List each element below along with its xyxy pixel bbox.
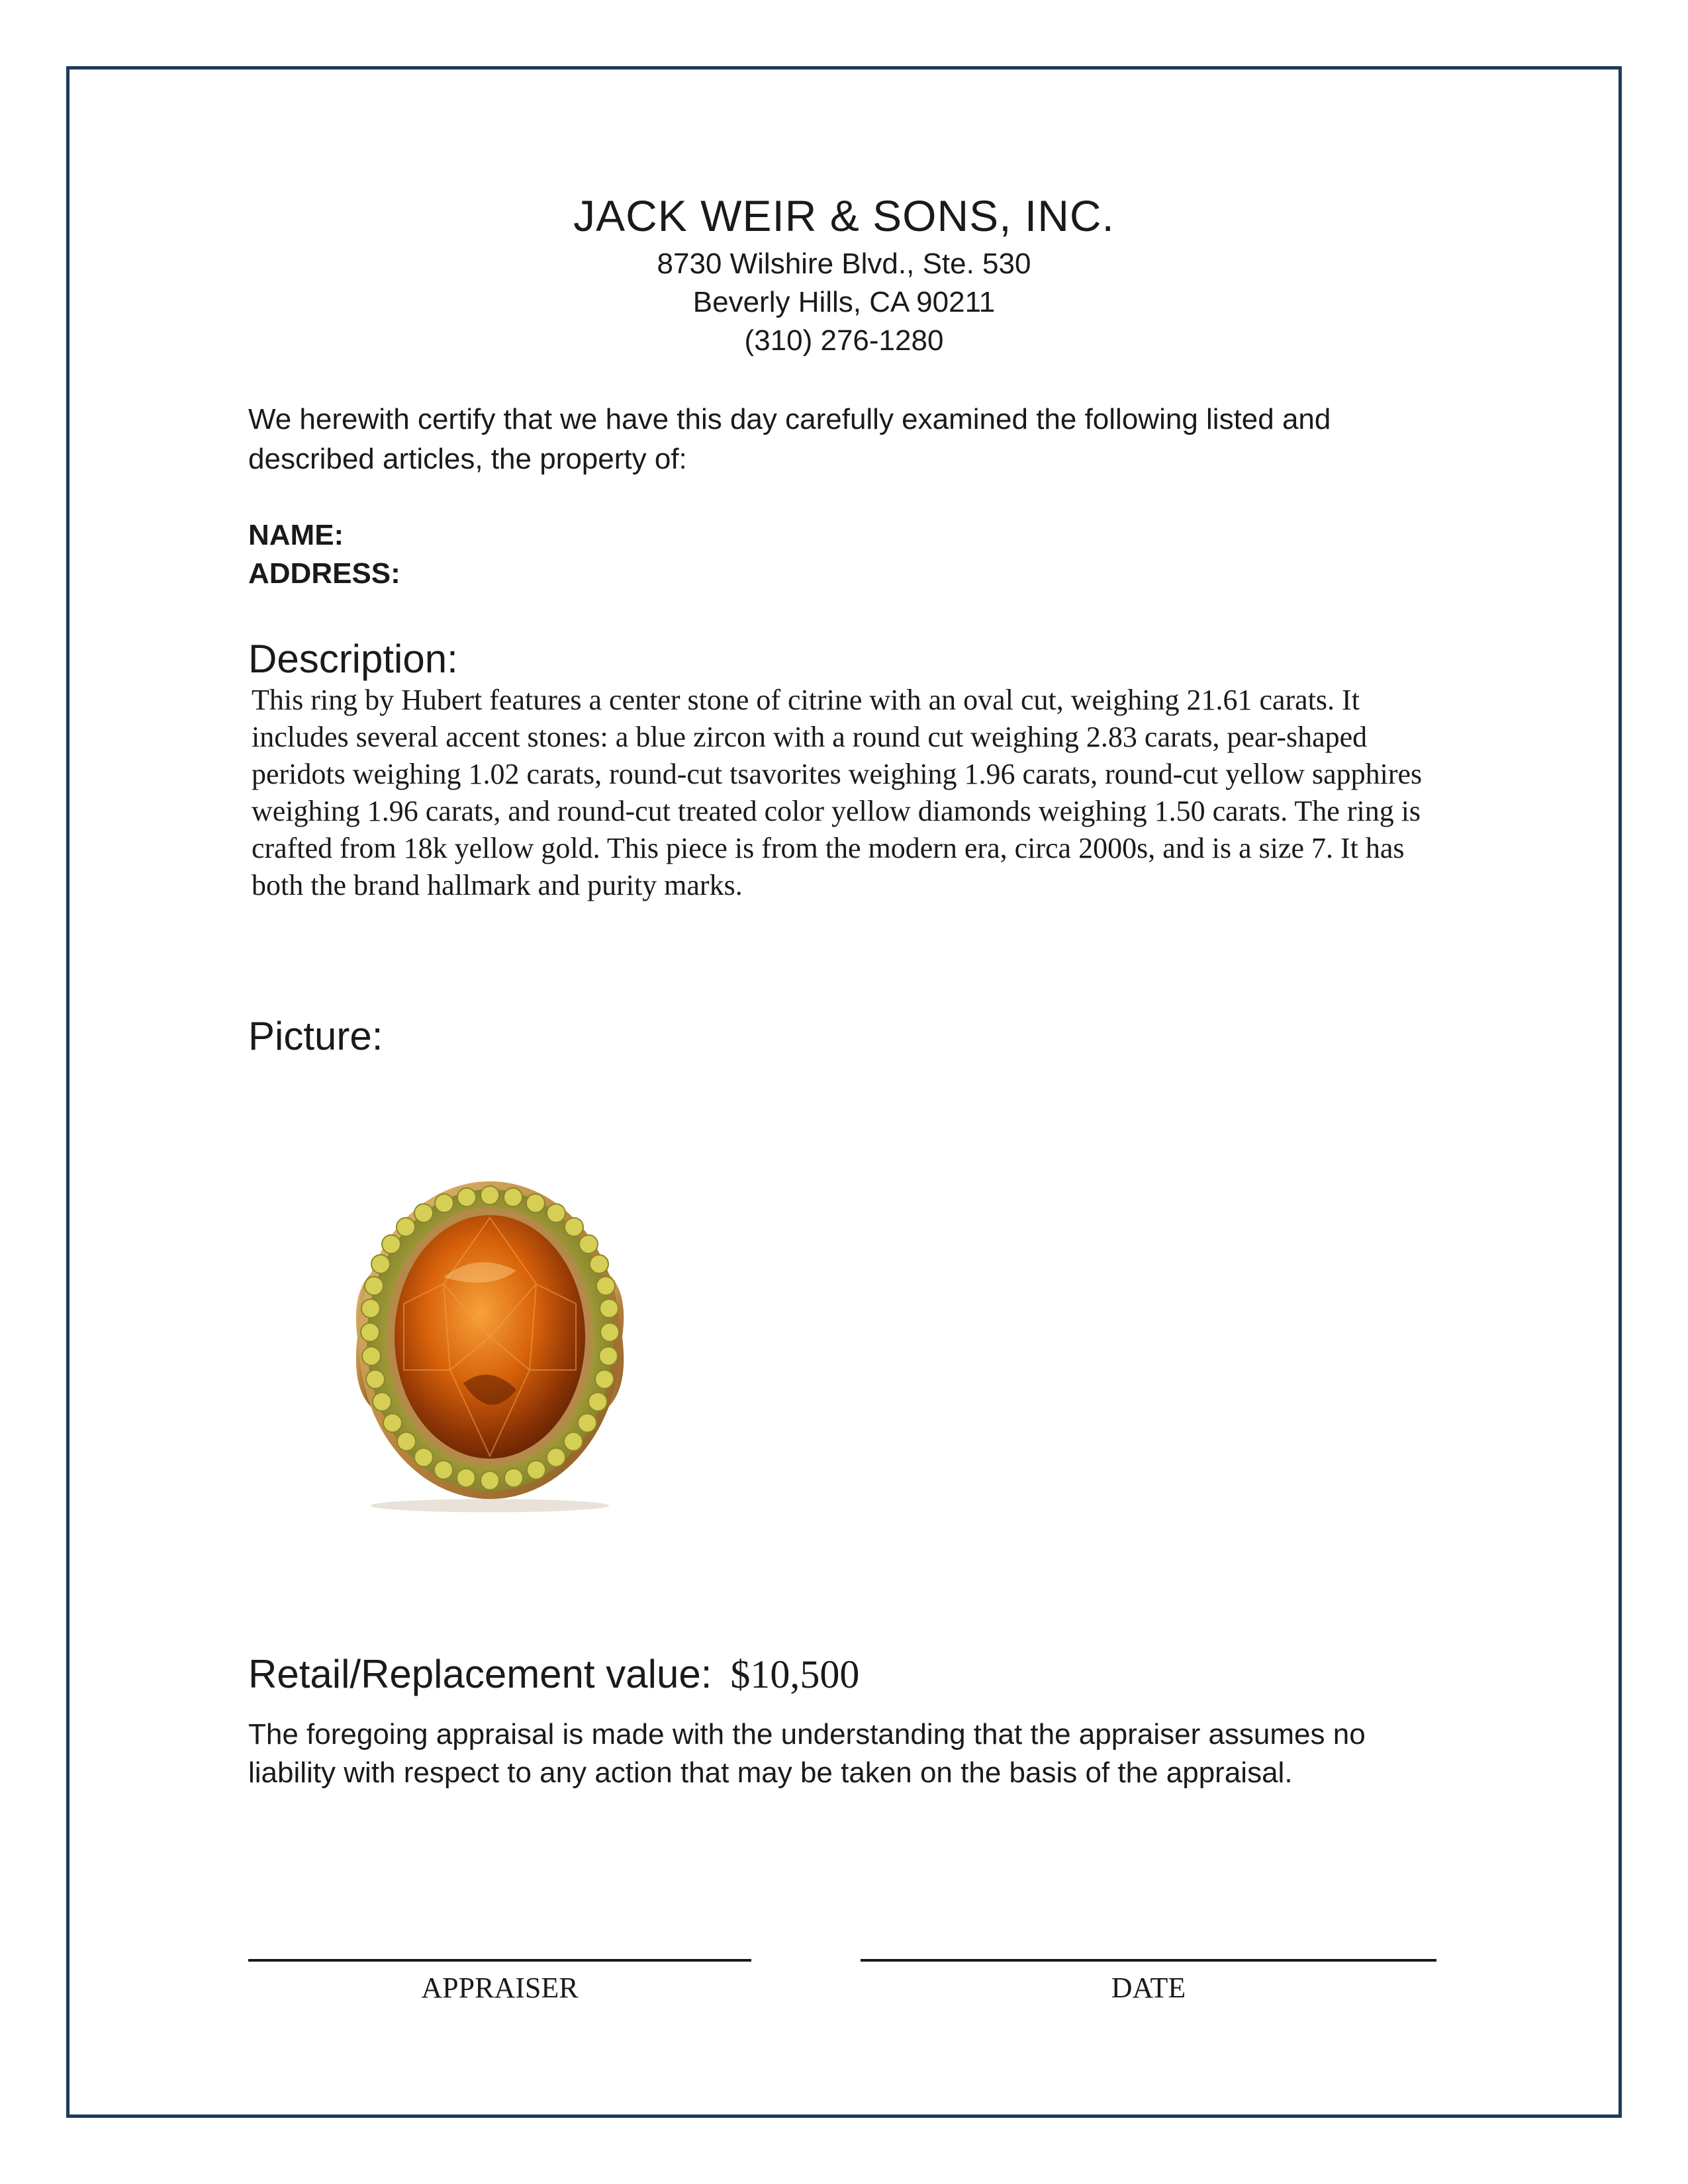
company-address-line2: Beverly Hills, CA 90211 (692, 286, 996, 318)
picture-title: Picture: (248, 1014, 383, 1058)
date-label: DATE (1111, 1972, 1186, 2004)
retail-value (248, 1648, 859, 1701)
company-phone: (310) 276-1280 (744, 324, 944, 357)
company-name: JACK WEIR & SONS, INC. (573, 191, 1115, 240)
description-title: Description: (248, 637, 458, 681)
appraiser-label: APPRAISER (421, 1972, 579, 2004)
ring-photo (344, 1171, 635, 1516)
date-signature-line (861, 1959, 1436, 1962)
retail-value-amount: $10,500 (730, 1653, 860, 1696)
appraiser-signature-line (248, 1959, 751, 1962)
certification-statement: We herewith certify that we have this day carefully examined the following listed and described articles, the property of: (248, 403, 1331, 475)
page-border (66, 66, 1622, 2118)
address-label: ADDRESS: (248, 557, 400, 590)
name-label: NAME: (248, 519, 344, 551)
liability-disclaimer: The foregoing appraisal is made with the understanding that the appraiser assumes no liability with respect to any action that may be taken on the basis of the appraisal. (248, 1718, 1366, 1789)
description-text: This ring by Hubert features a center stone of citrine with an oval cut, weighing 21.61 carats. It includes several accent stones: a blue zircon with a round cut weighing 2.83 carats, pear-shaped peridots weighing 1.02 carats, round-cut tsavorites weighing 1.96 carats, round-cut yellow sapphires weighing 1.96 carats, and round-cut treated color yellow diamonds weighing 1.50 carats. The ring is crafted from 18k yellow gold. This piece is from the modern era, circa 2000s, and is a size 7. It has both the brand hallmark and purity marks. (252, 684, 1423, 901)
retail-value-label: Retail/Replacement value: (248, 1652, 712, 1696)
company-address-line1: 8730 Wilshire Blvd., Ste. 530 (657, 248, 1031, 280)
